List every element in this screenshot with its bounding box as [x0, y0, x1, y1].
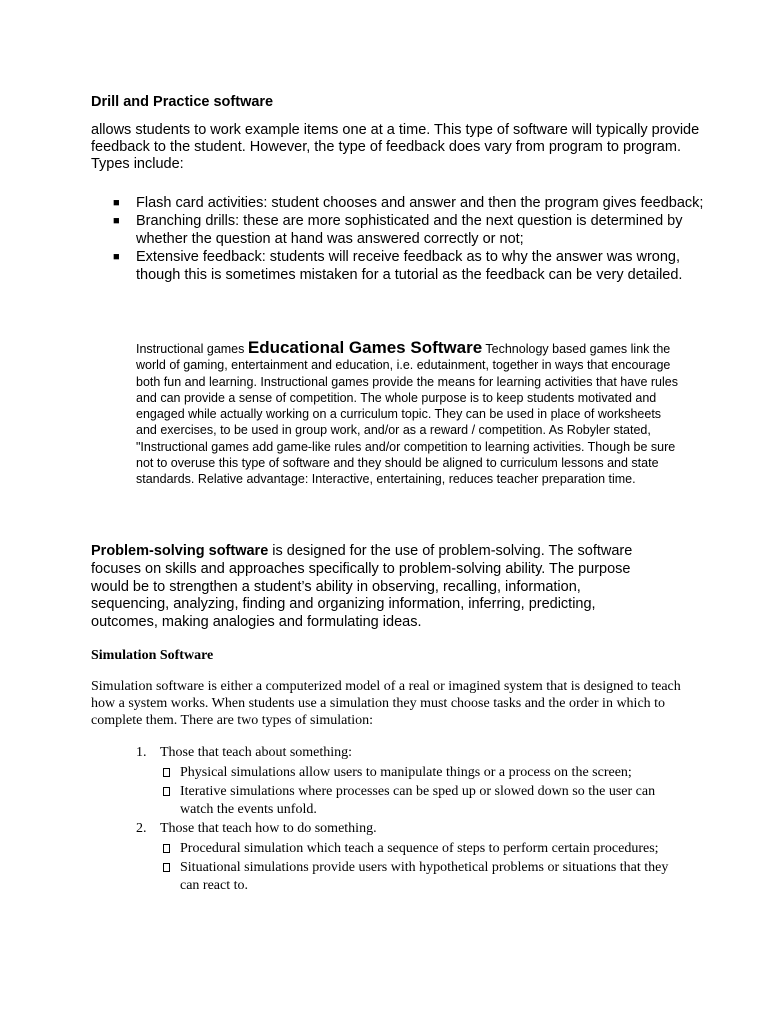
drill-types-list	[91, 194, 711, 284]
list-item	[91, 820, 691, 894]
checkbox-glyph-icon	[163, 844, 170, 853]
sublist-item-text: Procedural simulation which teach a sequence of steps to perform certain procedures;	[180, 840, 659, 856]
list-item	[91, 194, 711, 212]
list-item-label: Those that teach how to do something.	[160, 821, 377, 836]
checkbox-glyph-icon	[163, 768, 170, 777]
simulation-heading: Simulation Software	[91, 648, 214, 663]
sublist	[160, 764, 691, 819]
sublist-item	[160, 783, 691, 818]
drill-intro: allows students to work example items one at a time. This type of software will typically provide feedback to the student. However, the type of feedback does vary from program to program. Types include:	[91, 122, 700, 172]
list-item-label: Those that teach about something:	[160, 745, 353, 760]
list-item	[91, 744, 691, 818]
games-body: Technology based games link the world of gaming, entertainment and education, i.e. edutainment, together in ways that encourage both fun and learning. Instructional games provide the means for learning activities that have rules and can provide a sense of competition. The whole purpose is to keep students motivated and engaged while actually working on a curriculum topic. They can be used in place of worksheets and exercises, to be used in group work, and/or as a reward / competition. As Robyler stated, "Instructional games add game-like rules and/or competition to learning activities. Though be sure not to overuse this type of software and they should be aligned to curriculum lessons and state standards. Relative advantage: Interactive, entertaining, reduces teacher preparation time.	[136, 342, 678, 487]
sublist-item	[160, 840, 691, 858]
sublist-item	[160, 764, 691, 782]
games-paragraph	[136, 340, 681, 488]
simulation-intro: Simulation software is either a computerized model of a real or imagined system that is designed to teach how a system works. When students use a simulation they must choose tasks and the order in which to complete them. There are two types of simulation:	[91, 679, 681, 728]
games-lead: Instructional games	[136, 342, 248, 356]
problem-solving-paragraph	[91, 543, 661, 632]
sublist	[160, 840, 691, 895]
list-number: 1.	[136, 745, 147, 760]
games-title: Educational Games Software	[247, 338, 483, 357]
list-item-text: Branching drills: these are more sophisticated and the next question is determined by whether the question at hand was answered correctly or not;	[136, 213, 683, 247]
list-item-text: Extensive feedback: students will receive feedback as to why the answer was wrong, though this is sometimes mistaken for a tutorial as the feedback can be very detailed.	[136, 249, 683, 283]
problem-solving-title: Problem-solving software	[91, 543, 269, 559]
sublist-item-text: Situational simulations provide users with hypothetical problems or situations that they can react to.	[180, 860, 669, 893]
square-bullet-icon: ■	[113, 215, 120, 227]
problem-solving-body: is designed for the use of problem-solving. The software focuses on skills and approaches specifically to problem-solving ability. The purpose would be to strengthen a student’s ability in observing, recalling, information, sequencing, analyzing, finding and organizing information, inferring, predicting, outcomes, making analogies and formulating ideas.	[91, 543, 633, 631]
sublist-item	[160, 859, 691, 894]
square-bullet-icon: ■	[113, 197, 120, 209]
drill-heading: Drill and Practice software	[91, 94, 274, 110]
checkbox-glyph-icon	[163, 787, 170, 796]
list-number: 2.	[136, 821, 147, 836]
sublist-item-text: Iterative simulations where processes can be sped up or slowed down so the user can watch the events unfold.	[180, 784, 656, 817]
list-item	[91, 212, 711, 248]
simulation-types-list	[91, 744, 691, 896]
sublist-item-text: Physical simulations allow users to manipulate things or a process on the screen;	[180, 764, 632, 780]
list-item	[91, 248, 711, 284]
square-bullet-icon: ■	[113, 251, 120, 263]
list-item-text: Flash card activities: student chooses and answer and then the program gives feedback;	[136, 195, 704, 211]
checkbox-glyph-icon	[163, 863, 170, 872]
